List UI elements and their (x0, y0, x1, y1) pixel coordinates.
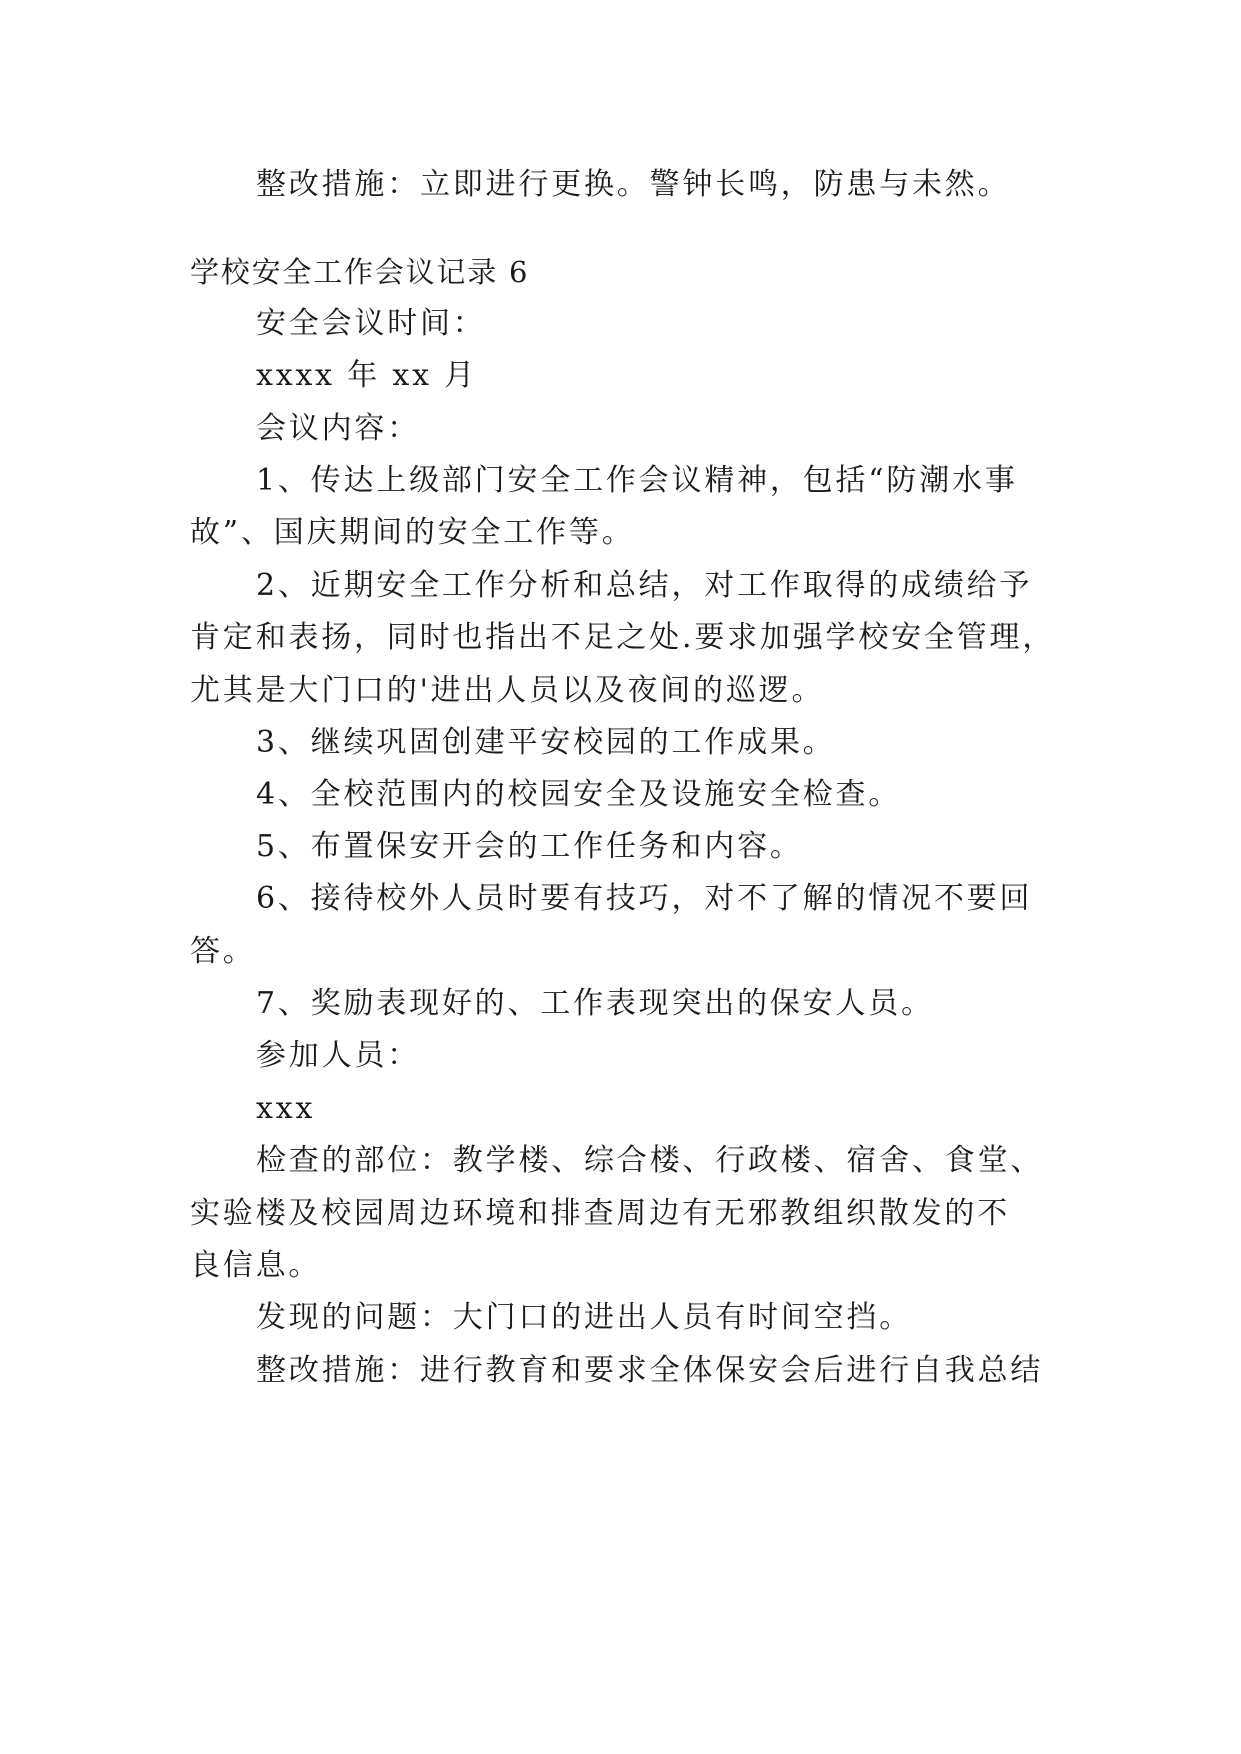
participants-label: 参加人员： (256, 1038, 420, 1073)
meeting-content-label: 会议内容： (256, 411, 420, 446)
content-item-6-line-2: 答。 (190, 934, 256, 969)
content-item-2-line-2: 肯定和表扬，同时也指出不足之处.要求加强学校安全管理， (190, 620, 1056, 655)
section-title: 学校安全工作会议记录 6 (190, 255, 530, 289)
content-item-4: 4、全校范围内的校园安全及设施安全检查。 (256, 777, 902, 812)
meeting-time-label: 安全会议时间： (256, 306, 486, 341)
problems-found-line: 发现的问题：大门口的进出人员有时间空挡。 (256, 1300, 912, 1335)
inspected-areas-line-2: 实验楼及校园周边环境和排查周边有无邪教组织散发的不 (190, 1196, 1010, 1231)
content-item-3: 3、继续巩固创建平安校园的工作成果。 (256, 725, 836, 760)
inspected-areas-line-3: 良信息。 (190, 1248, 322, 1283)
inspected-areas-line-1: 检查的部位：教学楼、综合楼、行政楼、宿舍、食堂、 (256, 1143, 1044, 1178)
content-item-1-line-2: 故”、国庆期间的安全工作等。 (190, 515, 635, 550)
content-item-1-line-1: 1、传达上级部门安全工作会议精神，包括“防潮水事 (256, 463, 1018, 498)
rectification-measures-line-2: 整改措施：进行教育和要求全体保安会后进行自我总结 (256, 1353, 1044, 1388)
content-item-2-line-3: 尤其是大门口的'进出人员以及夜间的巡逻。 (190, 673, 825, 708)
rectification-measures-line: 整改措施：立即进行更换。警钟长鸣，防患与未然。 (256, 167, 1011, 202)
meeting-time-value: xxxx 年 xx 月 (256, 358, 477, 393)
participants-value: xxx (256, 1091, 316, 1126)
content-item-5: 5、布置保安开会的工作任务和内容。 (256, 829, 803, 864)
content-item-6-line-1: 6、接待校外人员时要有技巧，对不了解的情况不要回 (256, 881, 1033, 916)
content-item-7: 7、奖励表现好的、工作表现突出的保安人员。 (256, 986, 934, 1021)
content-item-2-line-1: 2、近期安全工作分析和总结，对工作取得的成绩给予 (256, 568, 1033, 603)
